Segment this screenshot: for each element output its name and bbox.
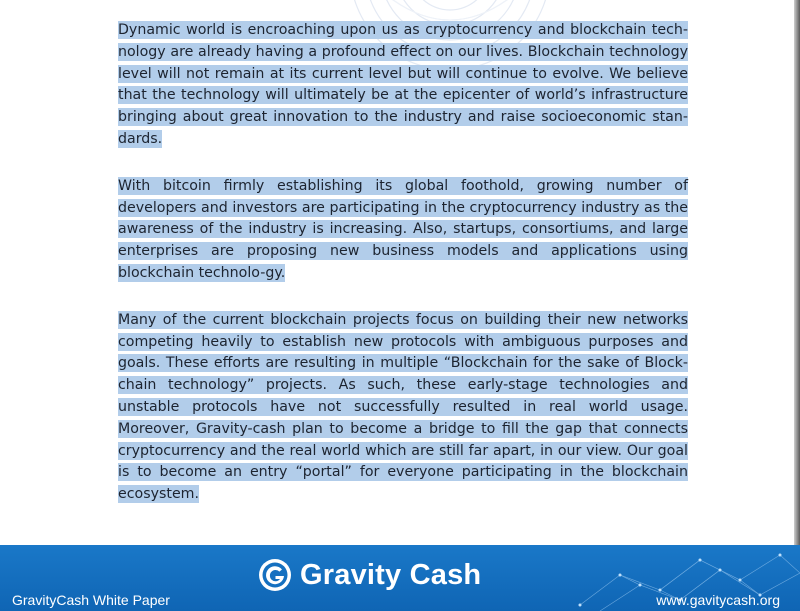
paragraph (118, 20, 688, 151)
document-body (118, 20, 688, 531)
brand-name: Gravity Cash (300, 558, 482, 591)
highlighted-text: Dynamic world is encroaching upon us as cryptocurrency and blockchain tech-nology are already having a profound effect on our lives. Blockchain technology level will not remain at its current level but will continue to evolve. We believe that the technology will ultimately be at the epicenter of world’s infrastructure bringing about great innovation to the industry and raise socioeconomic stan-dards. (118, 22, 688, 147)
footer-document-title: GravityCash White Paper (12, 592, 170, 608)
paragraph (118, 310, 688, 506)
highlighted-text: Many of the current blockchain projects focus on building their new networks competing heavily to establish new protocols with ambiguous purposes and goals. These efforts are resulting in multiple “Blockchain for the sake of Block-chain technology” projects. As such, these early-stage technologies and unstable protocols have not successfully resulted in real world usage. Moreover, Gravity-cash plan to become a bridge to fill the gap that connects cryptocurrency and the real world which are still far apart, in our view. Our goal is to become an entry “portal” for everyone participating in the blockchain ecosystem. (118, 311, 688, 503)
footer-website-url: www.gavitycash.org (656, 592, 780, 608)
footer-brand (258, 555, 481, 595)
paragraph (118, 176, 688, 285)
page-edge-shadow (794, 0, 800, 545)
page-footer (0, 545, 800, 611)
gravity-cash-logo-icon (258, 558, 292, 592)
highlighted-text: With bitcoin firmly establishing its global foothold, growing number of developers and investors are participating in the cryptocurrency industry as the awareness of the industry is increasing. Also, startups, consortiums, and large enterprises are proposing new business models and applications using blockchain technolo-gy. (118, 177, 688, 281)
